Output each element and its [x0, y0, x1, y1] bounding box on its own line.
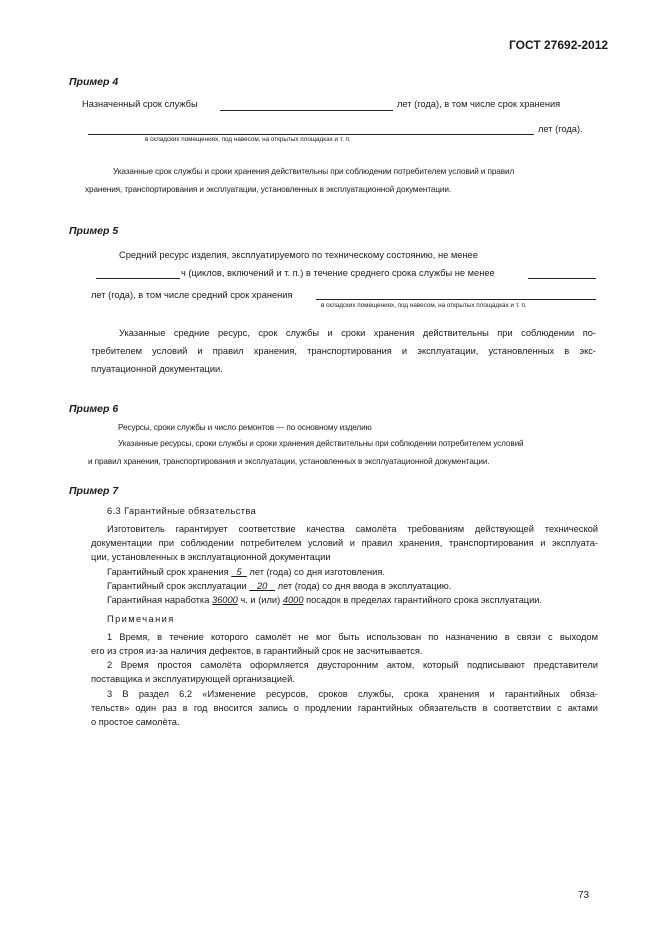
operating-time-label: Гарантийная наработка: [107, 595, 210, 605]
operation-warranty-line: [107, 581, 451, 591]
note-3-line: 3 В раздел 6.2 «Изменение ресурсов, сроков службы, срока хранения и гарантийных обяза-: [107, 689, 598, 699]
example-4-title: Пример 4: [69, 76, 119, 88]
warranty-paragraph-line: документации при соблюдении потребителем условий и правил хранения, транспортирования и эксплуата-: [91, 538, 598, 548]
example-5-resource-line: Средний ресурс изделия, эксплуатируемого по техническому состоянию, не менее: [119, 250, 478, 260]
note-3-line: о простое самолёта.: [91, 717, 180, 727]
example-6-resources-line: Ресурсы, сроки службы и число ремонтов — по основному изделию: [118, 423, 372, 432]
example-4-storage-label: лет (года), в том числе срок хранения: [397, 99, 561, 109]
example-5-storage-label: лет (года), в том числе средний срок хранения: [91, 290, 293, 300]
service-life-blank: [220, 110, 393, 111]
example-4-years-label: лет (года).: [538, 124, 583, 134]
storage-warranty-line: [107, 567, 385, 577]
resource-blank: [96, 278, 180, 279]
example-4-caption: в складских помещениях, под навесом, на открытых площадках и т. п.: [145, 136, 351, 143]
notes-title: Примечания: [107, 614, 175, 624]
operating-hours-value: 36000: [211, 595, 238, 605]
example-6-paragraph-line: и правил хранения, транспортирования и эксплуатации, установленных в эксплуатационной документации.: [88, 457, 490, 466]
storage-warranty-unit: лет (года) со дня изготовления.: [249, 567, 385, 577]
example-5-paragraph-line: плуатационной документации.: [91, 364, 223, 374]
landings-unit: посадок в пределах гарантийного срока эксплуатации.: [306, 595, 543, 605]
operating-hours-unit: ч. и (или): [240, 595, 281, 605]
note-2-line: поставщика и эксплуатирующей организацией.: [91, 674, 295, 684]
page-number: 73: [578, 890, 590, 901]
note-2-line: 2 Время простоя самолёта оформляется двусторонним актом, который подписывают представители: [107, 660, 598, 670]
operation-warranty-unit: лет (года) со дня ввода в эксплуатацию.: [277, 581, 452, 591]
example-4-paragraph-line: хранения, транспортирования и эксплуатации, установленных в эксплуатационной документации.: [85, 185, 452, 194]
example-6-paragraph-line: Указанные ресурсы, сроки службы и сроки хранения действительны при соблюдении потребителем условий: [118, 439, 524, 448]
note-1-line: его из строя из-за наличия дефектов, в гарантийный срок не засчитывается.: [91, 646, 423, 656]
operating-time-line: [107, 595, 542, 605]
landings-value: 4000: [282, 595, 304, 605]
storage-warranty-value: 5: [236, 567, 242, 577]
warranty-paragraph-line: Изготовитель гарантирует соответствие качества самолёта требованиям действующей технической: [107, 524, 598, 534]
example-5-title: Пример 5: [69, 225, 119, 237]
operation-warranty-label: Гарантийный срок эксплуатации: [107, 581, 247, 591]
example-5-paragraph-line: Указанные средние ресурс, срок службы и сроки хранения действительны при соблюдении по-: [119, 328, 596, 338]
example-5-paragraph-line: требителем условий и правил хранения, транспортирования и эксплуатации, установленных в экс-: [91, 346, 596, 356]
example-4-paragraph-line: Указанные срок службы и сроки хранения действительны при соблюдении потребителем условий и правил: [113, 167, 515, 176]
section-heading: 6.3 Гарантийные обязательства: [107, 506, 257, 516]
warranty-paragraph-line: ции, установленных в эксплуатационной документации: [91, 552, 331, 562]
storage-conditions-blank: [88, 134, 534, 135]
example-7-title: Пример 7: [69, 485, 119, 497]
standard-header: ГОСТ 27692-2012: [509, 38, 609, 52]
example-6-title: Пример 6: [69, 403, 119, 415]
storage-conditions-blank: [316, 299, 596, 300]
example-5-caption: в складских помещениях, под навесом, на открытых площадках и т. п.: [321, 302, 527, 309]
note-3-line: тельств» один раз в год вносится запись о продлении гарантийных обязательств в соответствии с актами: [91, 703, 598, 713]
storage-warranty-label: Гарантийный срок хранения: [107, 567, 229, 577]
note-1-line: 1 Время, в течение которого самолёт не мог быть использован по назначению в связи с выходом: [107, 632, 598, 642]
example-4-service-life-label: Назначенный срок службы: [82, 99, 198, 109]
operation-warranty-value: 20: [256, 581, 268, 591]
example-5-cycles-line: ч (циклов, включений и т. п.) в течение среднего срока службы не менее: [181, 268, 495, 278]
service-life-blank: [528, 278, 596, 279]
